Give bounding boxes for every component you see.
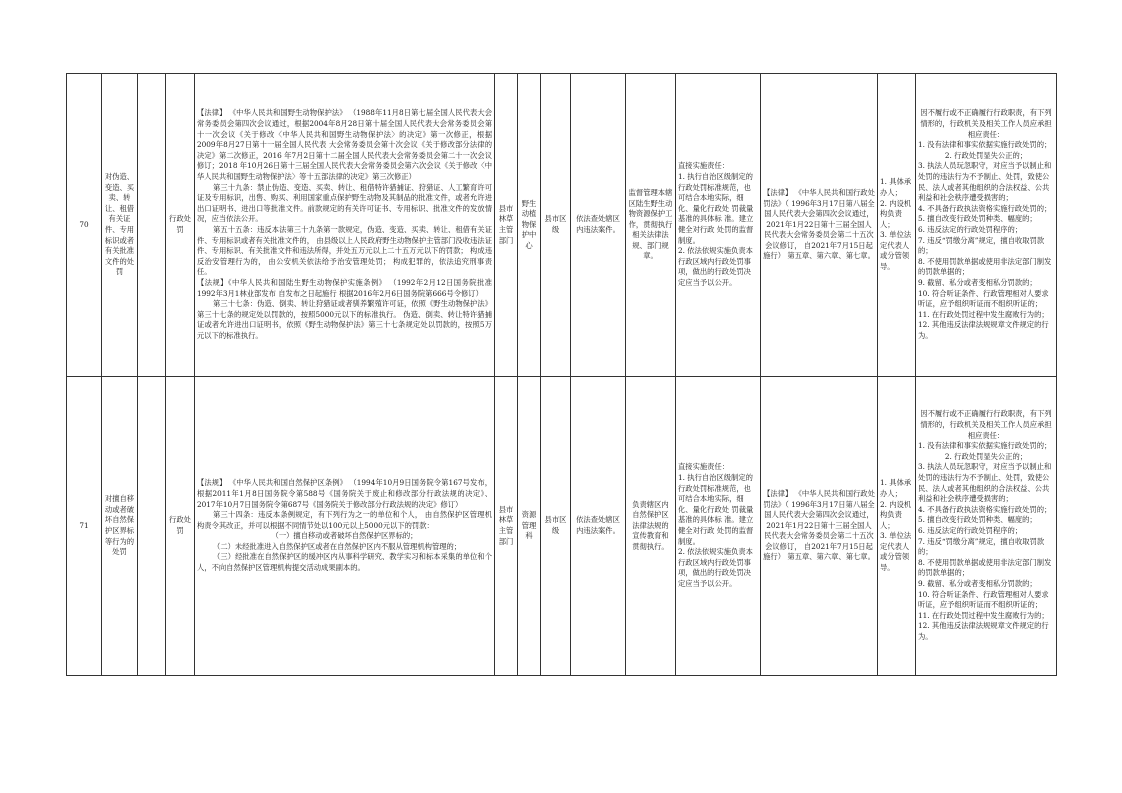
- liability-line: 因不履行或不正确履行行政职责，有下列情形的，行政机关及相关工作人员应承担相应责任：: [920, 108, 1052, 139]
- responsible-department: 县市林草主管部门: [495, 74, 518, 377]
- basis-paragraph: （二）未经批准进入自然保护区或者在自然保护区内不服从管理机构管理的；: [213, 541, 462, 551]
- duty-line: 法律法规的: [632, 520, 669, 530]
- subject-line: 1. 具体承办人；: [880, 177, 912, 197]
- liability-line: 因不履行或不正确履行行政职责，有下列情形的，行政机关及相关工作人员应承担相应责任：: [920, 409, 1052, 440]
- liability-line: 8. 不使用罚款单据或使用非法定部门制发的罚款单据的；: [918, 557, 1052, 578]
- subject-line: 3. 单位法定代表人或分管领导。: [880, 531, 912, 573]
- liability-line: 4. 不具备行政执法资格实施行政处罚的；: [918, 504, 1052, 514]
- liability-line: 11. 在行政处罚过程中发生腐败行为的；: [918, 309, 1049, 319]
- basis-paragraph: 【法规】《中华人民共和国陆生野生动物保护实施条例》 （1992年2月12日国务院批准 1992年3月1林业部发布 自发布之日起施行 根据2016年2月6日国务院第666号令修订）: [197, 277, 492, 298]
- sub-item: [138, 377, 166, 676]
- basis-paragraph: 【法规】 《中华人民共和国自然保护区条例》 （1994年10月9日国务院令第167号发布，根据2011年1月8日国务院令第588号《国务院关于废止和修改部分行政法规的决定》、2017年10月7日国务院令第687号《国务院关于修改部分行政法规的决定》修订）: [197, 478, 492, 509]
- impl-line: 直接实施责任：: [678, 462, 730, 472]
- subject-line: 1. 具体承办人；: [880, 478, 912, 498]
- item-name: 对擅自移动或者破坏自然保护区界标等行为的处罚: [102, 377, 138, 676]
- handling-unit: 资源管理科: [518, 377, 541, 676]
- basis-paragraph: 【法律】 《中华人民共和国野生动物保护法》 （1988年11月8日第七届全国人民代表大会常务委员会第四次会议通过，根据2004年8月28日第十届全国人民代表大会常务委员会第十一次会议《关于修改〈中华人民共和国野生动物保护法〉的决定》第一次修正，根据2009年8月27日第十一届全国人民代表 大会常务委员会第十次会议《关于修改部分法律的决定》第二次修正，2016 年7月2日第十二届全国人民代表大会常务委员会第二十一次会议修订；2018 年10月26日第十三届全国人民代表大会常务委员会第六次会议《关于修改〈中华人民共和国野生动物保护法〉等十五部法律的决定》第三次修正）: [197, 108, 492, 182]
- impl-line: 直接实施责任：: [678, 161, 730, 171]
- handling-unit: 野生动植物保护中心: [518, 74, 541, 377]
- table-row: [67, 74, 1057, 377]
- legal-basis: [195, 74, 495, 377]
- basis-paragraph: 第三十七条：伪造、倒卖、转让狩猎证或者驯养繁殖许可证，依照《野生动物保护法》第三十七条的规定处以罚款的，按照5000元以下的标准执行。 伪造、倒卖、转让特许猎捕证或者允许进出口证明书，依照《野生动物保护法》第三十七条规定处以罚款的，按照5万元以下的标准执行。: [197, 299, 492, 340]
- liability-line: 10. 符合听证条件、行政管理相对人要求听证，应予组织听证而不组织听证的；: [918, 589, 1049, 610]
- basis-paragraph: 第三十四条：违反本条例规定，有下列行为之一的单位和个人， 由自然保护区管理机构责令其改正，并可以根据不同情节处以100元以上5000元以下的罚款：: [197, 510, 492, 530]
- liability-line: 5. 擅自改变行政处罚种类、幅度的；: [918, 515, 1037, 525]
- liability-line: 2. 行政处罚显失公正的；: [944, 451, 1028, 461]
- sub-item: [138, 74, 166, 377]
- item-name: 对伪造、变造、买卖、转让、租借有关证件、专用标识或者有关批准文件的处罚: [102, 74, 138, 377]
- impl-line: 2. 依法依规实施负责本行政区域内行政处罚事项，做出的行政处罚决定应当予以公开。: [678, 246, 753, 287]
- power-type: 行政处罚: [166, 74, 195, 377]
- exercise-level: 县市区级: [541, 377, 571, 676]
- liability-line: 3. 执法人员玩忽职守，对应当予以制止和处罚的违法行为不予制止、处罚，致使公民、法人或者其他组织的合法权益、公共利益和社会秩序遭受损害的；: [918, 462, 1052, 504]
- exercise-scope: 依法查处辖区内违法案件。: [571, 74, 626, 377]
- liability-line: 12. 其他违反法律法规规章文件规定的行为。: [918, 621, 1049, 641]
- basis-paragraph: （一）擅自移动或者破坏自然保护区界标的；: [271, 531, 418, 541]
- exercise-level: 县市区级: [541, 74, 571, 377]
- liability-line: 1. 没有法律和事实依据实施行政处罚的；: [918, 441, 1052, 451]
- basis-paragraph: 第三十九条：禁止伪造、变造、买卖、转让、租借特许猎捕证、狩猎证、人工繁育许可证及专用标识，出售、购买、利用国家重点保护野生动物及其制品的批准文件，或者允许进出口证明书、进出口等批准文件。前款规定的有关许可证书、专用标识、批准文件的发放情况，应当依法公开。: [197, 182, 492, 224]
- duty-line: 贯彻执行。: [632, 541, 669, 551]
- duty-line: 监督管理本辖区陆生野生动物资源保护工作，贯彻执行相关法律法规、部门规章。: [628, 187, 673, 261]
- responsibility-basis: 【法律】 《中华人民共和国行政处罚法》（ 1996年3月17日第八届全国人民代表大会第四次会议通过，2021年1月22日第十三届全国人民代表大会常务委员会第二十五次会议修订， 自2021年7月15日起施行） 第五章、第六章、第七章。: [761, 377, 878, 676]
- impl-line: 1. 执行自治区级制定的行政处罚标准规范，也可结合本地实际，细化、量化行政处 罚裁量基准的具体标 准。建立健全对行政 处罚的监督制度。: [678, 172, 754, 245]
- responsible-subject: [878, 74, 916, 377]
- liability-line: 7. 违反“罚缴分离”规定，擅自收取罚款的；: [918, 235, 1045, 256]
- accountability-cases: [916, 74, 1057, 377]
- row-number: 70: [67, 74, 102, 377]
- basis-paragraph: （三）经批准在自然保护区的缓冲区内从事科学研究、教学实习和标本采集的单位和个人，不向自然保护区管理机构提交活动成果副本的。: [197, 552, 492, 573]
- power-list-table: [66, 73, 1057, 676]
- impl-line: 2. 依法依规实施负责本行政区域内行政处罚事项，做出的行政处罚决定应当予以公开。: [678, 547, 753, 588]
- subject-line: 2. 内设机构负责人；: [880, 499, 912, 530]
- legal-basis: [195, 377, 495, 676]
- responsible-subject: [878, 377, 916, 676]
- duty-line: 宣传教育和: [632, 531, 669, 541]
- liability-line: 4. 不具备行政执法资格实施行政处罚的；: [918, 203, 1052, 213]
- implementation-responsibility: [676, 377, 761, 676]
- duty-line: 负责辖区内: [632, 499, 669, 509]
- impl-line: 1. 执行自治区级制定的行政处罚标准规范，也可结合本地实际，细化、量化行政处 罚裁量基准的具体标 准。建立健全对行政 处罚的监督制度。: [678, 473, 754, 546]
- responsibility-basis: 【法律】 《中华人民共和国行政处罚法》（ 1996年3月17日第八届全国人民代表大会第四次会议通过，2021年1月22日第十三届全国人民代表大会常务委员会第二十五次会议修订， 自2021年7月15日起施行） 第五章、第六章、第七章。: [761, 74, 878, 377]
- liability-line: 1. 没有法律和事实依据实施行政处罚的；: [918, 140, 1052, 150]
- basis-paragraph: 第五十五条：违反本法第三十九条第一款规定，伪造、变造、买卖、转让、租借有关证件、专用标识或者有关批准文件的， 由县级以上人民政府野生动物保护主管部门没收违法证件、专用标识、有关批准文件和违法所得，并处五万元以上二十五万元以下的罚款； 构成违反治安管理行为的， 由公安机关依法给予治安管理处罚； 构成犯罪的，依法追究刑事责任。: [197, 225, 492, 277]
- liability-line: 9. 截留、私分或者变相私分罚款的；: [918, 277, 1037, 287]
- liability-line: 10. 符合听证条件、行政管理相对人要求听证，应予组织听证而不组织听证的；: [918, 288, 1049, 309]
- liability-line: 3. 执法人员玩忽职守，对应当予以制止和处罚的违法行为不予制止、处罚，致使公民、法人或者其他组织的合法权益、公共利益和社会秩序遭受损害的；: [918, 161, 1052, 203]
- power-type: 行政处罚: [166, 377, 195, 676]
- responsible-department: 县市林草主管部门: [495, 377, 518, 676]
- subject-line: 3. 单位法定代表人或分管领导。: [880, 230, 912, 272]
- accountability-cases: [916, 377, 1057, 676]
- table-row: [67, 377, 1057, 676]
- implementation-responsibility: [676, 74, 761, 377]
- duty-description: [626, 377, 676, 676]
- liability-line: 5. 擅自改变行政处罚种类、幅度的；: [918, 214, 1037, 224]
- liability-line: 7. 违反“罚缴分离”规定，擅自收取罚款的；: [918, 536, 1045, 557]
- duty-line: 自然保护区: [632, 510, 669, 520]
- liability-line: 12. 其他违反法律法规规章文件规定的行为。: [918, 320, 1049, 340]
- row-number: 71: [67, 377, 102, 676]
- liability-line: 9. 截留、私分或者变相私分罚款的；: [918, 578, 1037, 588]
- liability-line: 8. 不使用罚款单据或使用非法定部门制发的罚款单据的；: [918, 256, 1052, 277]
- duty-description: [626, 74, 676, 377]
- exercise-scope: 依法查处辖区内违法案件。: [571, 377, 626, 676]
- liability-line: 6. 违反法定的行政处罚程序的；: [918, 225, 1023, 234]
- liability-line: 11. 在行政处罚过程中发生腐败行为的；: [918, 610, 1049, 620]
- liability-line: 2. 行政处罚显失公正的；: [944, 150, 1028, 160]
- subject-line: 2. 内设机构负责人；: [880, 198, 912, 229]
- liability-line: 6. 违反法定的行政处罚程序的；: [918, 526, 1023, 535]
